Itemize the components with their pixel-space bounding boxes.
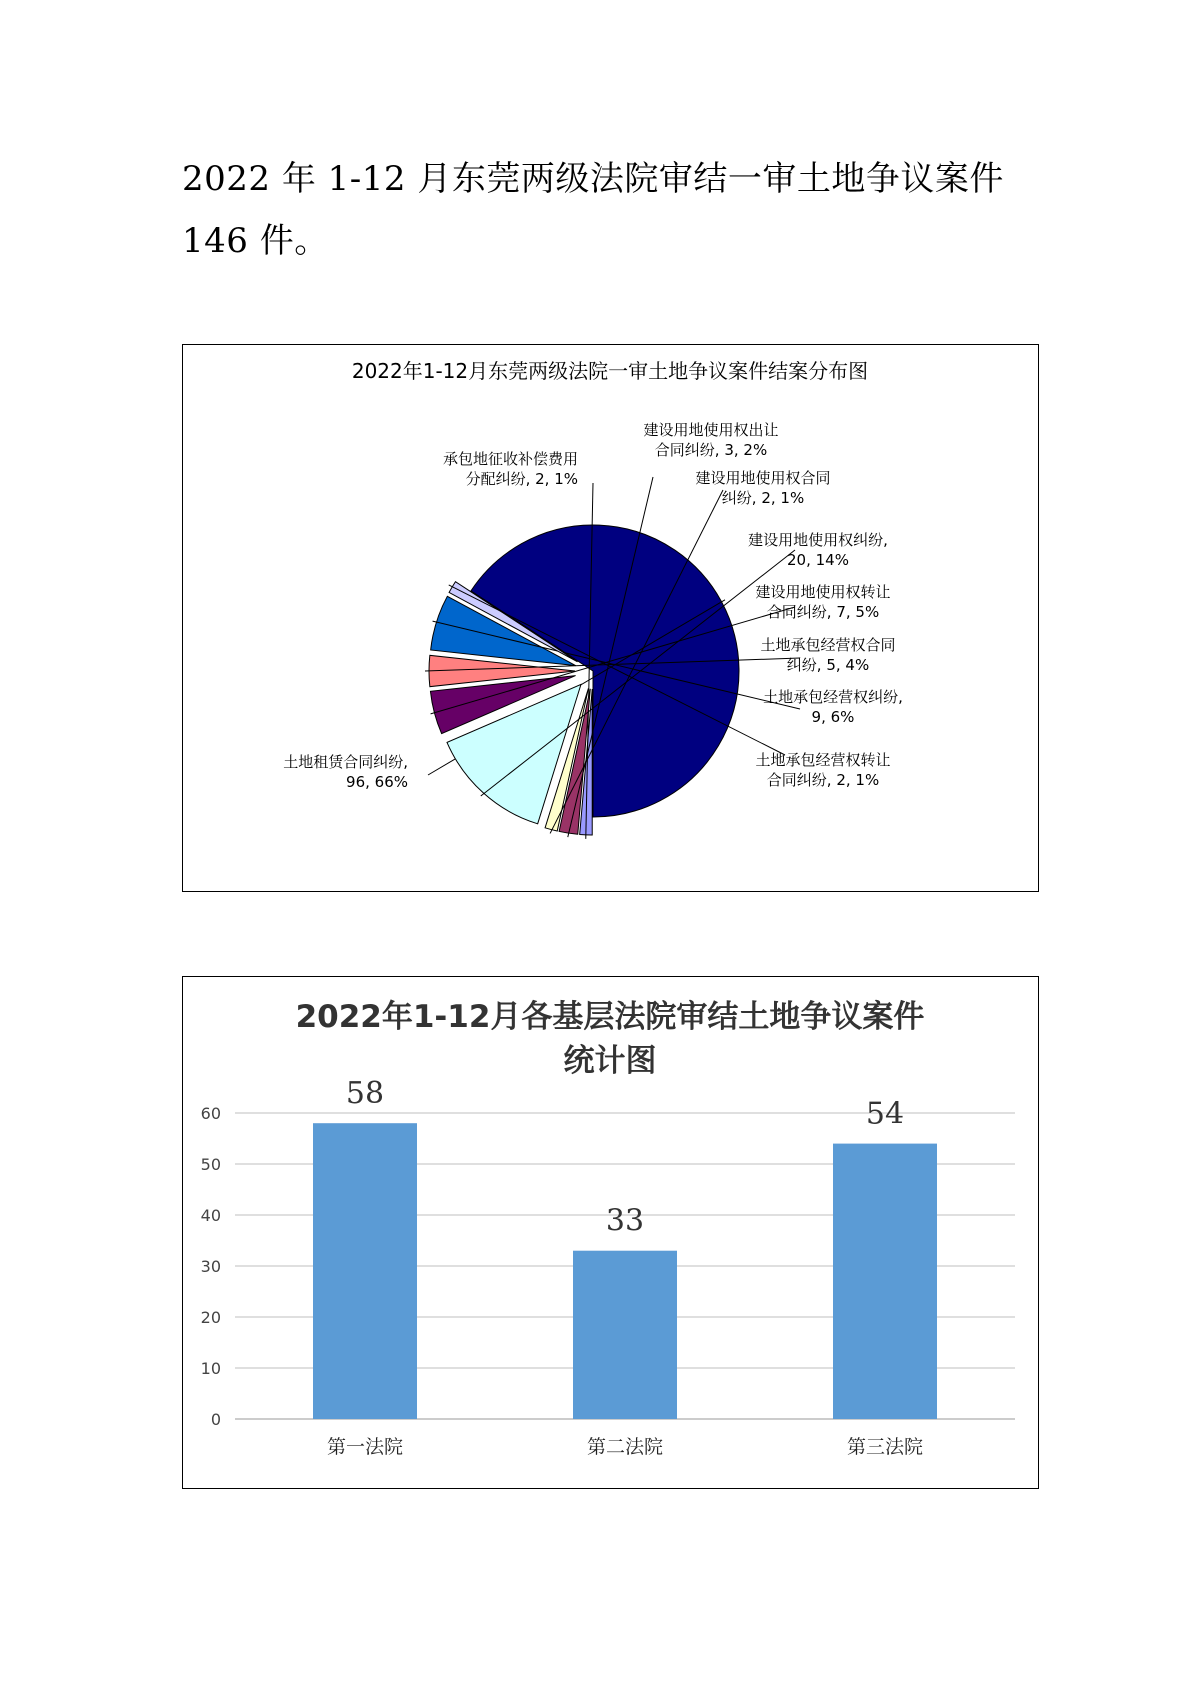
bar-data-label: 33 <box>605 1203 645 1239</box>
pie-slice-label: 建设用地使用权出让合同纠纷, 3, 2% <box>643 421 779 459</box>
category-label: 第二法院 <box>586 1436 664 1458</box>
pie-slice-label: 土地租赁合同纠纷, 96, 66% <box>283 753 408 791</box>
bar <box>573 1251 677 1419</box>
y-tick-label: 50 <box>200 1155 221 1174</box>
pie-slice-label: 建设用地使用权纠纷, 20, 14% <box>748 531 888 569</box>
category-label: 第一法院 <box>326 1436 404 1458</box>
bar-chart-frame <box>182 976 1039 1489</box>
bar-title-line: 2022年1-12月各基层法院审结土地争议案件 <box>295 999 925 1035</box>
intro-line-2: 146 件。 <box>182 221 329 261</box>
pie-slice-label: 土地承包经营权转让合同纠纷, 2, 1% <box>755 751 891 789</box>
bar-chart <box>183 977 1038 1488</box>
pie-title: 2022年1-12月东莞两级法院一审土地争议案件结案分布图 <box>351 359 869 383</box>
y-tick-label: 60 <box>200 1104 221 1123</box>
intro-paragraph <box>182 148 1042 272</box>
y-tick-label: 20 <box>200 1308 221 1327</box>
bar-data-label: 54 <box>865 1096 905 1132</box>
bar <box>833 1144 937 1419</box>
pie-slice-label: 土地承包经营权纠纷, 9, 6% <box>763 688 903 726</box>
pie-slice-label: 土地承包经营权合同纠纷, 5, 4% <box>760 636 896 674</box>
y-tick-label: 0 <box>210 1410 221 1429</box>
pie-chart-frame <box>182 344 1039 892</box>
pie-slice-label: 承包地征收补偿费用分配纠纷, 2, 1% <box>442 450 578 488</box>
category-label: 第三法院 <box>846 1436 924 1458</box>
pie-slice-label: 建设用地使用权合同纠纷, 2, 1% <box>695 469 831 507</box>
bar-data-label: 58 <box>345 1076 385 1112</box>
pie-chart <box>183 345 1038 891</box>
bar-title-line: 统计图 <box>563 1043 657 1079</box>
y-tick-label: 10 <box>200 1359 221 1378</box>
intro-line-1: 2022 年 1-12 月东莞两级法院审结一审土地争议案件 <box>182 159 1004 199</box>
y-tick-label: 40 <box>200 1206 221 1225</box>
y-tick-label: 30 <box>200 1257 221 1276</box>
pie-slice-label: 建设用地使用权转让合同纠纷, 7, 5% <box>755 583 891 621</box>
bar <box>313 1123 417 1419</box>
